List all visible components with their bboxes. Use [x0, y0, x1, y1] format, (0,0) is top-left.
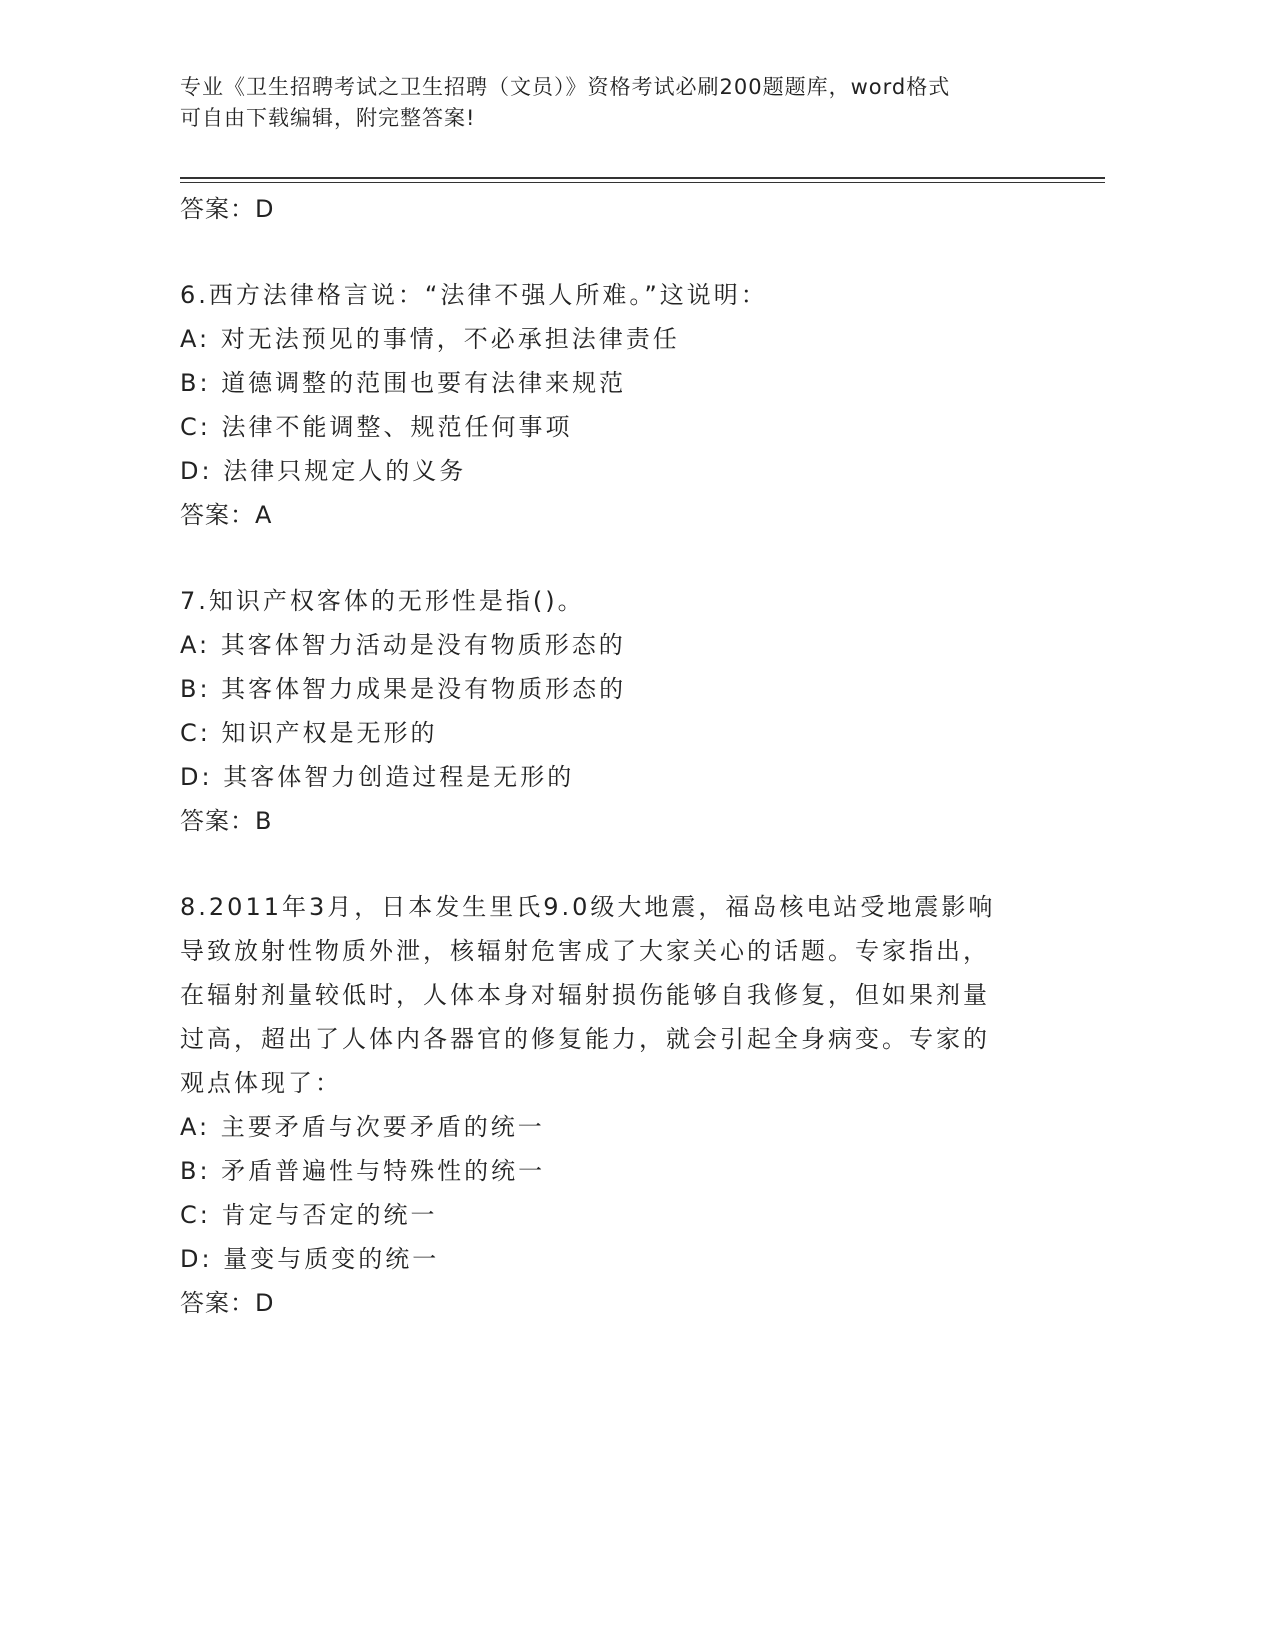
question-7-stem: 7.知识产权客体的无形性是指()。	[180, 587, 585, 615]
question-7-answer: 答案：B	[180, 807, 273, 835]
question-6-stem: 6.西方法律格言说：“法律不强人所难。”这说明：	[180, 281, 768, 309]
question-6	[180, 273, 1060, 537]
answer-previous-question: 答案：D	[180, 195, 275, 223]
question-7-option-a: A: 其客体智力活动是没有物质形态的	[180, 631, 626, 659]
question-8-stem-line-1: 8.2011年3月，日本发生里氏9.0级大地震，福岛核电站受地震影响	[180, 893, 996, 921]
question-6-option-b: B: 道德调整的范围也要有法律来规范	[180, 369, 627, 397]
question-8-option-c: C: 肯定与否定的统一	[180, 1201, 438, 1229]
question-7-option-c: C: 知识产权是无形的	[180, 719, 438, 747]
question-list	[180, 187, 1060, 1325]
question-7	[180, 579, 1060, 843]
header-title-line-1: 专业《卫生招聘考试之卫生招聘（文员）》资格考试必刷200题题库，word格式	[180, 75, 951, 99]
question-8-stem-line-3: 在辐射剂量较低时，人体本身对辐射损伤能够自我修复，但如果剂量	[180, 981, 990, 1009]
question-8-option-d: D: 量变与质变的统一	[180, 1245, 440, 1273]
document-header	[180, 72, 1050, 134]
question-7-option-d: D: 其客体智力创造过程是无形的	[180, 763, 575, 791]
question-6-option-d: D: 法律只规定人的义务	[180, 457, 467, 485]
question-6-option-a: A: 对无法预见的事情，不必承担法律责任	[180, 325, 680, 353]
header-divider-thin	[180, 182, 1105, 183]
spacer	[180, 537, 1060, 579]
question-8-stem-line-4: 过高，超出了人体内各器官的修复能力，就会引起全身病变。专家的	[180, 1025, 990, 1053]
question-8-option-b: B: 矛盾普遍性与特殊性的统一	[180, 1157, 546, 1185]
spacer	[180, 231, 1060, 273]
header-title-line-2: 可自由下载编辑，附完整答案!	[180, 106, 476, 130]
question-8	[180, 885, 1060, 1325]
question-8-option-a: A: 主要矛盾与次要矛盾的统一	[180, 1113, 545, 1141]
question-6-answer: 答案：A	[180, 501, 273, 529]
spacer	[180, 843, 1060, 885]
header-divider-thick	[180, 177, 1105, 179]
question-6-option-c: C: 法律不能调整、规范任何事项	[180, 413, 573, 441]
question-7-option-b: B: 其客体智力成果是没有物质形态的	[180, 675, 627, 703]
question-8-stem-line-5: 观点体现了：	[180, 1069, 342, 1097]
question-8-answer: 答案：D	[180, 1289, 275, 1317]
question-8-stem-line-2: 导致放射性物质外泄，核辐射危害成了大家关心的话题。专家指出，	[180, 937, 990, 965]
